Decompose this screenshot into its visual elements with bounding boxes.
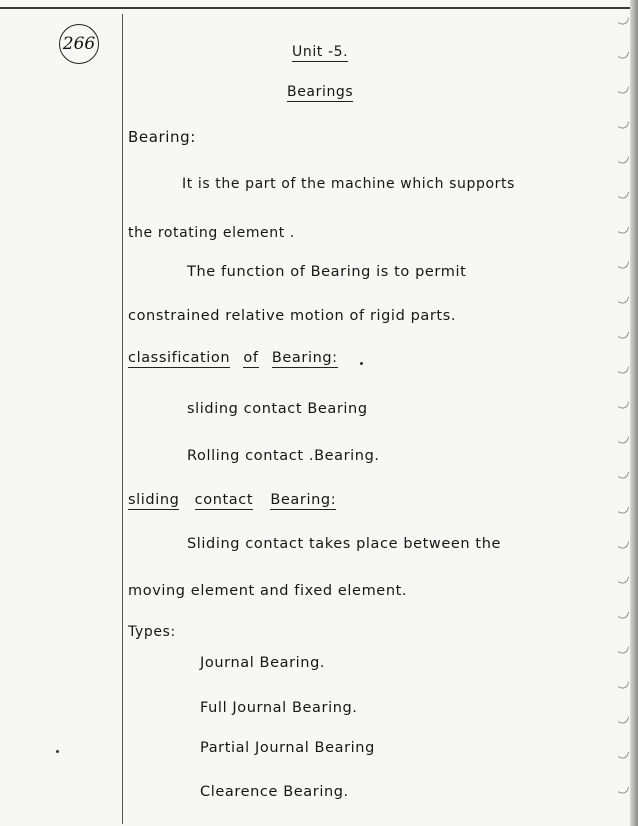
sliding-line-2: moving element and fixed element. xyxy=(128,583,408,599)
spiral-binding xyxy=(612,10,628,810)
bearing-heading: Bearing: xyxy=(128,128,196,146)
function-line-2: constrained relative motion of rigid parts. xyxy=(128,308,457,324)
page-edge xyxy=(630,0,638,826)
type-item: Partial Journal Bearing xyxy=(200,740,375,756)
classification-item-rolling: Rolling contact .Bearing. xyxy=(187,448,380,464)
sliding-line-1: Sliding contact takes place between the xyxy=(187,536,502,552)
definition-line-2: the rotating element . xyxy=(128,225,295,241)
unit-title: Unit -5. xyxy=(292,44,349,60)
bearing-word: Bearing: xyxy=(271,350,338,366)
bearing-word: Bearing: xyxy=(270,492,337,508)
sliding-contact-heading xyxy=(128,492,336,508)
ink-dot xyxy=(56,750,59,753)
ink-dot xyxy=(360,362,363,365)
classification-heading xyxy=(128,350,338,366)
top-rule xyxy=(0,7,638,9)
type-item: Full Journal Bearing. xyxy=(200,700,358,716)
sliding-word: sliding xyxy=(128,492,180,508)
classification-word: classification xyxy=(128,350,231,366)
margin-rule xyxy=(122,14,123,824)
function-line-1: The function of Bearing is to permit xyxy=(187,264,467,280)
contact-word: contact xyxy=(194,492,254,508)
classification-item-sliding: sliding contact Bearing xyxy=(187,401,368,417)
type-item: Journal Bearing. xyxy=(200,655,326,671)
definition-line-1: It is the part of the machine which supports xyxy=(182,176,515,192)
topic-title: Bearings xyxy=(287,84,354,100)
page-number: 266 xyxy=(59,24,99,64)
type-item: Clearence Bearing. xyxy=(200,784,349,800)
types-heading: Types: xyxy=(128,624,176,640)
of-word: of xyxy=(243,350,259,366)
